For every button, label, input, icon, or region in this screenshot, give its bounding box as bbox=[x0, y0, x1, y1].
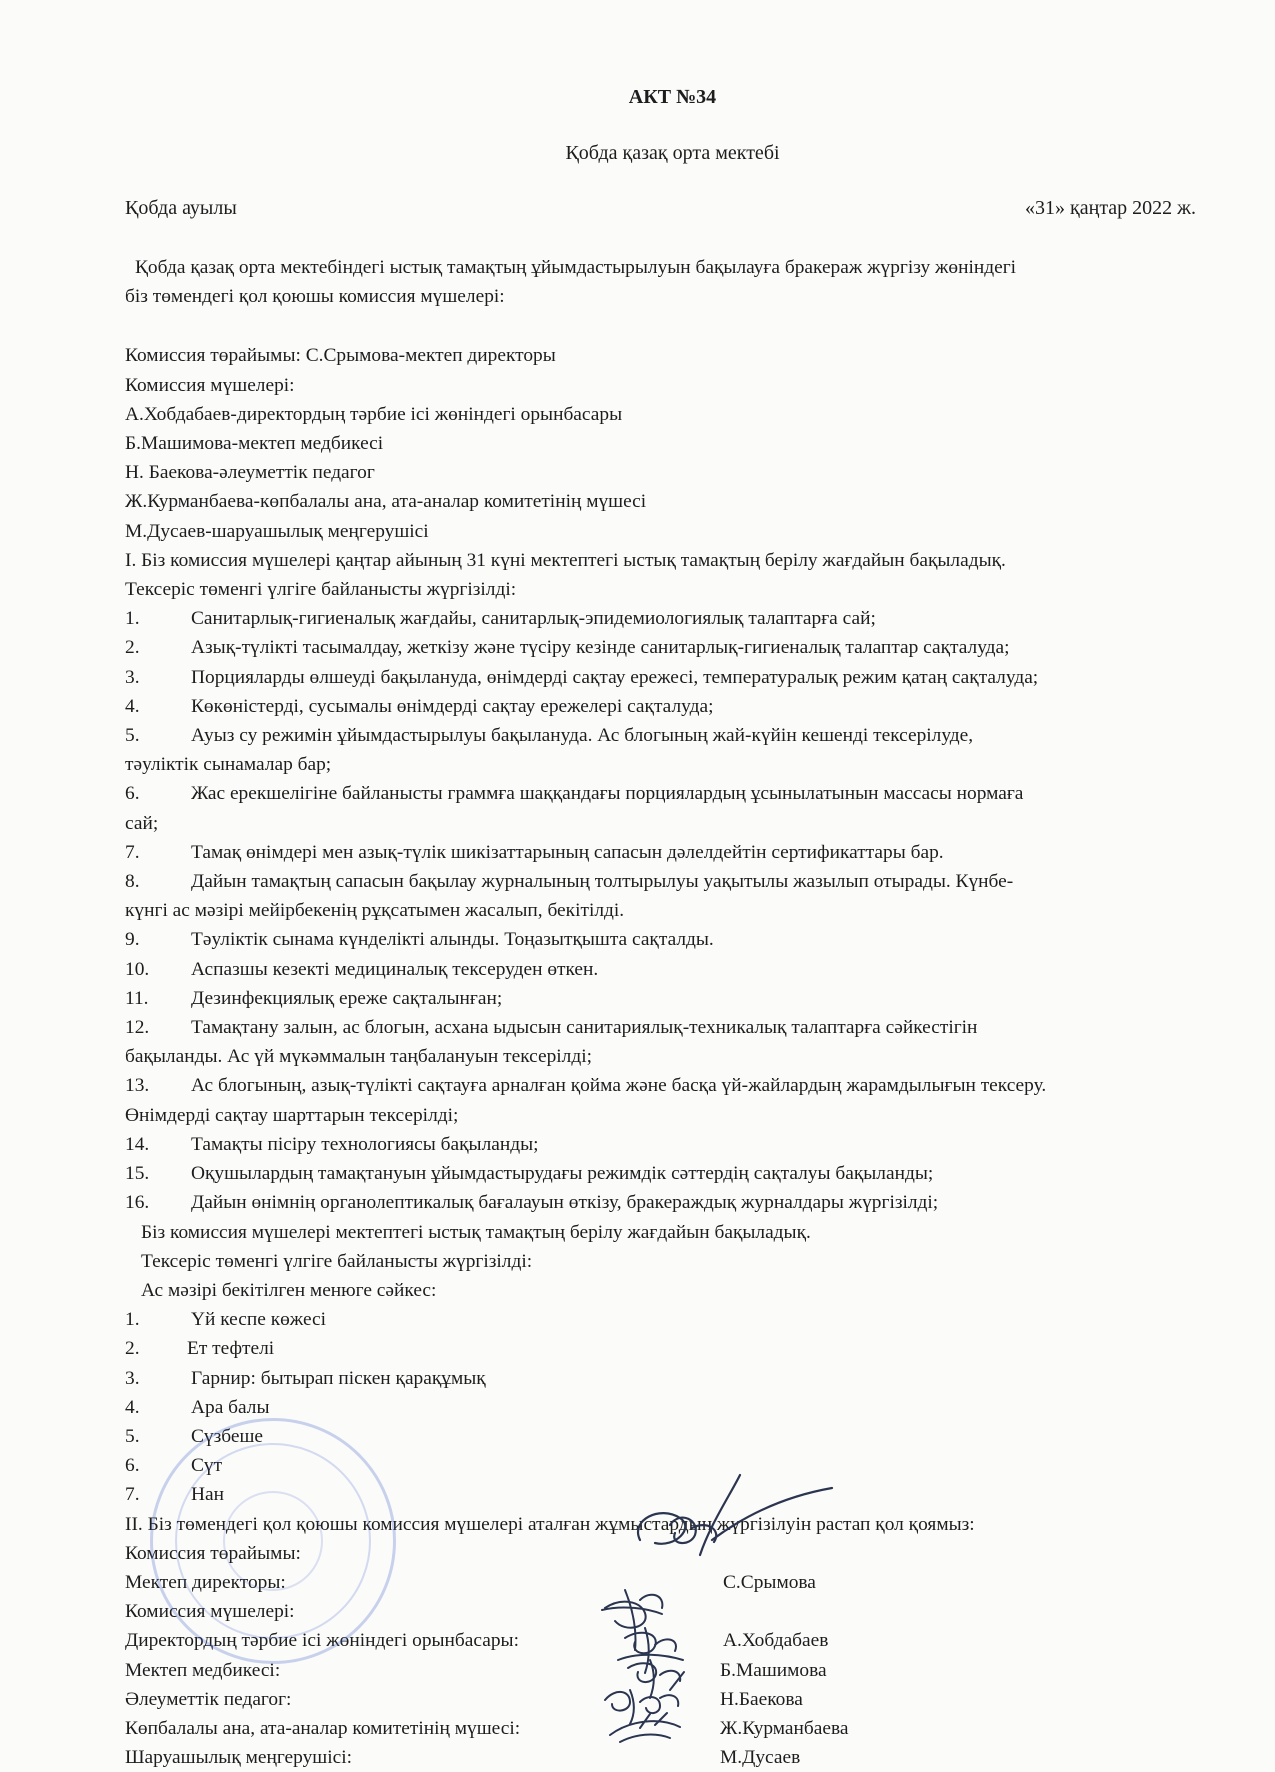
menu-item bbox=[125, 1364, 1225, 1393]
signature-role: Әлеуметтік педагог: bbox=[125, 1688, 292, 1710]
list-text: Көкөністерді, сусымалы өнімдерді сақтау ережелері сақталуда; bbox=[191, 695, 714, 717]
menu-number: 5. bbox=[125, 1425, 140, 1447]
list-item bbox=[125, 692, 1225, 721]
place-label: Қобда ауылы bbox=[125, 197, 237, 219]
list-text: Тамақты пісіру технологиясы бақыланды; bbox=[191, 1133, 539, 1155]
menu-number: 4. bbox=[125, 1396, 140, 1418]
signature-role: Көпбалалы ана, ата-аналар комитетінің мүшесі: bbox=[125, 1717, 521, 1739]
list-item bbox=[125, 1188, 1225, 1217]
school-name: Қобда қазақ орта мектебі bbox=[565, 142, 780, 164]
list-number: 12. bbox=[125, 1017, 150, 1039]
menu-text: Ара балы bbox=[191, 1396, 270, 1418]
list-item bbox=[125, 955, 1225, 984]
signature-row bbox=[125, 1656, 1225, 1685]
list-item bbox=[125, 838, 1225, 867]
list-text: Дайын өнімнің органолептикалық бағалауын өткізу, бракераждық журналдары жүргізілді; bbox=[191, 1192, 939, 1214]
signature-row bbox=[125, 1626, 1225, 1655]
list-item bbox=[125, 1071, 1225, 1100]
menu-text: Нан bbox=[191, 1484, 224, 1506]
menu-text: Сүзбеше bbox=[191, 1425, 264, 1447]
list-number: 9. bbox=[125, 929, 140, 951]
menu-number: 3. bbox=[125, 1367, 140, 1389]
signature-role: Мектеп директоры: bbox=[125, 1571, 286, 1593]
list-item bbox=[125, 1013, 1225, 1042]
menu-number: 2. bbox=[125, 1338, 140, 1360]
menu-text: Сүт bbox=[191, 1455, 223, 1477]
signature-name: Ж.Курманбаева bbox=[720, 1717, 849, 1739]
menu-intro: Ас мәзірі бекітілген менюге сәйкес: bbox=[141, 1279, 437, 1301]
menu-item bbox=[125, 1334, 1225, 1363]
check-list bbox=[125, 604, 1225, 1217]
list-text: Санитарлық-гигиеналық жағдайы, санитарлық-эпидемиологиялық талаптарға сай; bbox=[191, 608, 876, 630]
section2-chair-label: Комиссия төрайымы: bbox=[125, 1542, 301, 1564]
list-number: 13. bbox=[125, 1075, 150, 1097]
menu-text: Үй кеспе көжесі bbox=[191, 1309, 327, 1331]
intro-line: Қобда қазақ орта мектебіндегі ыстық тамақтың ұйымдастырылуын бақылауға бракераж жүргізу жөніндегі bbox=[135, 257, 1017, 278]
list-item bbox=[125, 925, 1225, 954]
menu-item bbox=[125, 1422, 1225, 1451]
signature-row bbox=[125, 1568, 1225, 1597]
signature-name: С.Срымова bbox=[723, 1571, 816, 1593]
list-number: 2. bbox=[125, 637, 140, 659]
intro-line: біз төмендегі қол қоюшы комиссия мүшелері: bbox=[125, 286, 505, 308]
section1-heading: I. Біз комиссия мүшелері қаңтар айының 31 күні мектептегі ыстық тамақтың берілу жағдайын бақыладық. bbox=[125, 549, 1006, 571]
list-text: Азық-түлікті тасымалдау, жеткізу және түсіру кезінде санитарлық-гигиеналық талаптар сақталуда; bbox=[191, 637, 1010, 659]
menu-number: 1. bbox=[125, 1309, 140, 1331]
list-text: Ас блогының, азық-түлікті сақтауға арналған қойма және басқа үй-жайлардың жарамдылығын тексеру. bbox=[191, 1075, 1047, 1097]
section2-heading: II. Біз төмендегі қол қоюшы комиссия мүшелері аталған жұмыстардың жүргізілуін растап қол қоямыз: bbox=[125, 1513, 975, 1535]
signature-name: М.Дусаев bbox=[720, 1747, 801, 1769]
commission-member: Н. Баекова-әлеуметтік педагог bbox=[125, 462, 375, 484]
list-item bbox=[125, 779, 1225, 808]
commission-members-label: Комиссия мүшелері: bbox=[125, 374, 295, 396]
menu-text: Гарнир: бытырап піскен қарақұмық bbox=[191, 1367, 486, 1389]
signature-name: Б.Машимова bbox=[720, 1659, 827, 1681]
list-number: 16. bbox=[125, 1192, 150, 1214]
list-item bbox=[125, 604, 1225, 633]
menu-number: 7. bbox=[125, 1484, 140, 1506]
menu-intro: Біз комиссия мүшелері мектептегі ыстық тамақтың берілу жағдайын бақыладық. bbox=[141, 1221, 811, 1243]
commission-chair: Комиссия төрайымы: С.Срымова-мектеп директоры bbox=[125, 345, 556, 367]
commission-member: Б.Машимова-мектеп медбикесі bbox=[125, 433, 384, 455]
menu-item bbox=[125, 1305, 1225, 1334]
list-number: 14. bbox=[125, 1133, 150, 1155]
list-number: 1. bbox=[125, 608, 140, 630]
list-item-continuation: сай; bbox=[125, 812, 159, 834]
list-number: 3. bbox=[125, 666, 140, 688]
list-item-continuation: күнгі ас мәзірі мейірбекенің рұқсатымен жасалып, бекітілді. bbox=[125, 900, 625, 922]
menu-intro: Тексеріс төменгі үлгіге байланысты жүргізілді: bbox=[141, 1250, 533, 1272]
document-body bbox=[125, 253, 1225, 1772]
signature-role: Шаруашылық меңгерушісі: bbox=[125, 1747, 352, 1769]
signature-row bbox=[125, 1714, 1225, 1743]
document-title: АКТ №34 bbox=[628, 86, 717, 108]
list-item-continuation: тәуліктік сынамалар бар; bbox=[125, 754, 332, 776]
signature-role: Директордың тәрбие ісі жөніндегі орынбасары: bbox=[125, 1630, 519, 1652]
menu-item bbox=[125, 1393, 1225, 1422]
list-number: 8. bbox=[125, 871, 140, 893]
signature-role: Мектеп медбикесі: bbox=[125, 1659, 281, 1681]
list-text: Жас ерекшелігіне байланысты граммға шаққандағы порциялардың ұсынылатынын массасы нормаға bbox=[191, 783, 1024, 805]
menu-number: 6. bbox=[125, 1455, 140, 1477]
menu-list bbox=[125, 1305, 1225, 1509]
list-number: 7. bbox=[125, 841, 140, 863]
list-item bbox=[125, 867, 1225, 896]
commission-member: М.Дусаев-шаруашылық меңгерушісі bbox=[125, 520, 429, 542]
list-text: Дезинфекциялық ереже сақталынған; bbox=[191, 987, 503, 1009]
list-text: Ауыз су режимін ұйымдастырылуы бақылануда. Ас блогының жай-күйін кешенді тексерілуде, bbox=[191, 725, 974, 747]
commission-member: Ж.Курманбаева-көпбалалы ана, ата-аналар комитетінің мүшесі bbox=[125, 491, 647, 513]
list-item bbox=[125, 663, 1225, 692]
signature-row bbox=[125, 1743, 1225, 1772]
list-item bbox=[125, 1130, 1225, 1159]
list-item bbox=[125, 984, 1225, 1013]
list-number: 15. bbox=[125, 1163, 150, 1185]
signature-row bbox=[125, 1685, 1225, 1714]
list-number: 6. bbox=[125, 783, 140, 805]
document-date: «31» қаңтар 2022 ж. bbox=[1025, 197, 1196, 219]
list-item bbox=[125, 1159, 1225, 1188]
list-text: Дайын тамақтың сапасын бақылау журналының толтырылуы уақытылы жазылып отырады. Күнбе- bbox=[191, 871, 1014, 893]
menu-text: Ет тефтелі bbox=[187, 1338, 275, 1360]
list-number: 4. bbox=[125, 695, 140, 717]
list-text: Оқушылардың тамақтануын ұйымдастырудағы режимдік сәттердің сақталуы бақыланды; bbox=[191, 1163, 934, 1185]
list-item-continuation: Өнімдерді сақтау шарттарын тексерілді; bbox=[125, 1104, 459, 1126]
menu-item bbox=[125, 1451, 1225, 1480]
section2-members-label: Комиссия мүшелері: bbox=[125, 1601, 295, 1623]
list-item bbox=[125, 721, 1225, 750]
list-text: Аспазшы кезекті медициналық тексеруден өткен. bbox=[191, 958, 599, 980]
signature-name: Н.Баекова bbox=[720, 1688, 803, 1710]
list-text: Тамақтану залын, ас блогын, асхана ыдысын санитариялық-техникалық талаптарға сәйкестігін bbox=[191, 1017, 978, 1039]
list-number: 5. bbox=[125, 725, 140, 747]
list-text: Порцияларды өлшеуді бақылануда, өнімдерді сақтау ережесі, температуралық режим қатаң сақталуда; bbox=[191, 666, 1039, 688]
commission-member: А.Хобдабаев-директордың тәрбие ісі жөніндегі орынбасары bbox=[125, 403, 623, 425]
list-item-continuation: бақыланды. Ас үй мүкәммалын таңбалануын тексерілді; bbox=[125, 1046, 592, 1068]
list-item bbox=[125, 633, 1225, 662]
list-number: 10. bbox=[125, 958, 150, 980]
list-text: Тәуліктік сынама күнделікті алынды. Тоңазытқышта сақталды. bbox=[191, 929, 714, 951]
menu-item bbox=[125, 1480, 1225, 1509]
section1-subheading: Тексеріс төменгі үлгіге байланысты жүргізілді: bbox=[125, 579, 517, 601]
list-text: Тамақ өнімдері мен азық-түлік шикізаттарының сапасын дәлелдейтін сертификаттары бар. bbox=[191, 841, 944, 863]
list-number: 11. bbox=[125, 987, 149, 1009]
signature-name: А.Хобдабаев bbox=[723, 1630, 829, 1652]
